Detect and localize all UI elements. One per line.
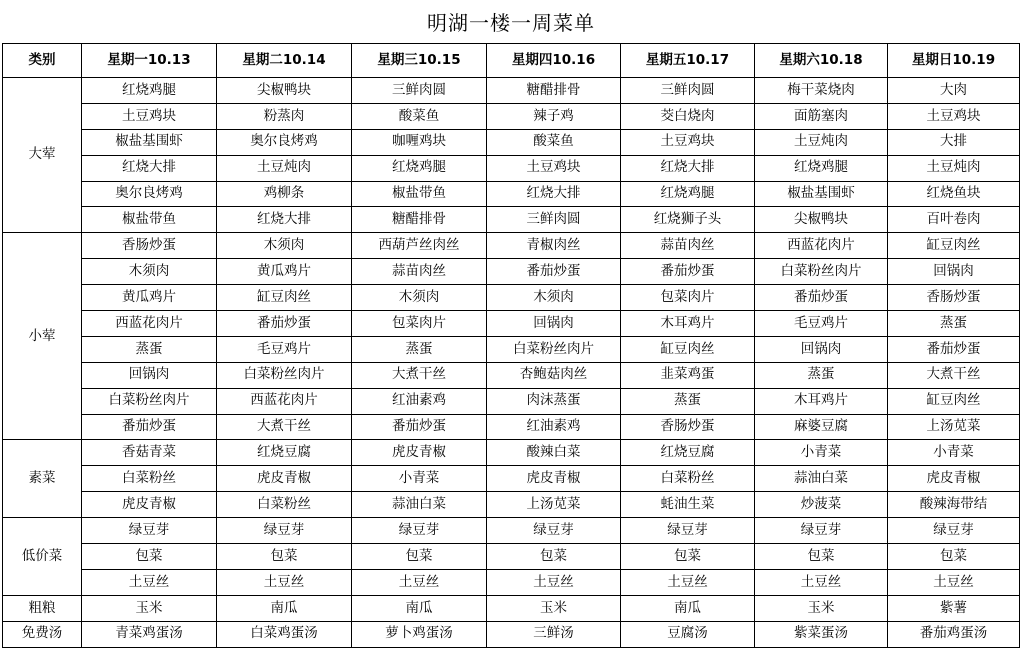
dish-cell: 红烧鸡腿 [352,155,487,181]
dish-cell: 西蓝花肉片 [82,311,217,337]
dish-cell: 红烧鸡腿 [82,78,217,104]
dish-cell: 玉米 [82,595,217,621]
dish-cell: 绿豆芽 [755,518,888,544]
dish-cell: 萝卜鸡蛋汤 [352,621,487,647]
table-row [3,336,1020,362]
dish-cell: 炒菠菜 [755,492,888,518]
dish-cell: 绿豆芽 [487,518,621,544]
dish-cell: 南瓜 [621,595,755,621]
dish-cell: 红烧大排 [217,207,352,233]
dish-cell: 西蓝花肉片 [755,233,888,259]
dish-cell: 红烧豆腐 [621,440,755,466]
dish-cell: 红烧狮子头 [621,207,755,233]
dish-cell: 青椒肉丝 [487,233,621,259]
header-thursday: 星期四10.16 [487,44,621,78]
dish-cell: 面筋塞肉 [755,103,888,129]
dish-cell: 大煮干丝 [352,362,487,388]
dish-cell: 回锅肉 [888,259,1020,285]
table-row [3,362,1020,388]
dish-cell: 土豆鸡块 [621,129,755,155]
table-row [3,311,1020,337]
dish-cell: 绿豆芽 [888,518,1020,544]
category-label: 大荤 [3,78,82,233]
dish-cell: 虎皮青椒 [352,440,487,466]
table-row [3,181,1020,207]
dish-cell: 小青菜 [888,440,1020,466]
dish-cell: 小青菜 [352,466,487,492]
dish-cell: 酸菜鱼 [352,103,487,129]
dish-cell: 糖醋排骨 [487,78,621,104]
dish-cell: 绿豆芽 [621,518,755,544]
dish-cell: 绿豆芽 [82,518,217,544]
header-friday: 星期五10.17 [621,44,755,78]
dish-cell: 土豆炖肉 [888,155,1020,181]
dish-cell: 椒盐基围虾 [82,129,217,155]
dish-cell: 红烧大排 [487,181,621,207]
dish-cell: 木须肉 [217,233,352,259]
dish-cell: 番茄炒蛋 [217,311,352,337]
dish-cell: 红烧豆腐 [217,440,352,466]
dish-cell: 白菜粉丝 [621,466,755,492]
dish-cell: 包菜肉片 [621,285,755,311]
dish-cell: 包菜肉片 [352,311,487,337]
dish-cell: 小青菜 [755,440,888,466]
dish-cell: 椒盐带鱼 [352,181,487,207]
dish-cell: 上汤苋菜 [487,492,621,518]
dish-cell: 白菜粉丝 [82,466,217,492]
dish-cell: 三鲜汤 [487,621,621,647]
dish-cell: 白菜粉丝肉片 [487,336,621,362]
table-row [3,78,1020,104]
dish-cell: 土豆丝 [621,569,755,595]
table-row [3,440,1020,466]
dish-cell: 包菜 [755,544,888,570]
dish-cell: 肉沫蒸蛋 [487,388,621,414]
dish-cell: 土豆鸡块 [82,103,217,129]
dish-cell: 南瓜 [352,595,487,621]
dish-cell: 绿豆芽 [352,518,487,544]
dish-cell: 包菜 [888,544,1020,570]
dish-cell: 椒盐带鱼 [82,207,217,233]
dish-cell: 红油素鸡 [487,414,621,440]
dish-cell: 木耳鸡片 [755,388,888,414]
dish-cell: 大煮干丝 [888,362,1020,388]
dish-cell: 番茄炒蛋 [82,414,217,440]
dish-cell: 缸豆肉丝 [888,233,1020,259]
dish-cell: 咖喱鸡块 [352,129,487,155]
dish-cell: 毛豆鸡片 [755,311,888,337]
dish-cell: 南瓜 [217,595,352,621]
dish-cell: 红烧鸡腿 [755,155,888,181]
dish-cell: 虎皮青椒 [888,466,1020,492]
dish-cell: 糖醋排骨 [352,207,487,233]
table-header-row [3,44,1020,78]
dish-cell: 蒸蛋 [755,362,888,388]
dish-cell: 奥尔良烤鸡 [82,181,217,207]
dish-cell: 黄瓜鸡片 [82,285,217,311]
dish-cell: 虎皮青椒 [82,492,217,518]
dish-cell: 杏鲍菇肉丝 [487,362,621,388]
dish-cell: 韭菜鸡蛋 [621,362,755,388]
dish-cell: 番茄炒蛋 [352,414,487,440]
category-label: 粗粮 [3,595,82,621]
header-category: 类别 [3,44,82,78]
dish-cell: 尖椒鸭块 [755,207,888,233]
dish-cell: 大排 [888,129,1020,155]
table-row [3,621,1020,647]
dish-cell: 番茄炒蛋 [621,259,755,285]
dish-cell: 土豆丝 [755,569,888,595]
dish-cell: 粉蒸肉 [217,103,352,129]
dish-cell: 香菇青菜 [82,440,217,466]
category-label: 小荤 [3,233,82,440]
dish-cell: 土豆丝 [888,569,1020,595]
dish-cell: 奥尔良烤鸡 [217,129,352,155]
dish-cell: 番茄炒蛋 [487,259,621,285]
dish-cell: 三鲜肉圆 [621,78,755,104]
dish-cell: 红烧鱼块 [888,181,1020,207]
dish-cell: 包菜 [487,544,621,570]
dish-cell: 蒜苗肉丝 [352,259,487,285]
table-row [3,414,1020,440]
dish-cell: 木耳鸡片 [621,311,755,337]
dish-cell: 豆腐汤 [621,621,755,647]
dish-cell: 番茄鸡蛋汤 [888,621,1020,647]
dish-cell: 紫菜蛋汤 [755,621,888,647]
table-row [3,259,1020,285]
dish-cell: 白菜鸡蛋汤 [217,621,352,647]
dish-cell: 包菜 [621,544,755,570]
dish-cell: 白菜粉丝肉片 [755,259,888,285]
dish-cell: 大肉 [888,78,1020,104]
dish-cell: 回锅肉 [487,311,621,337]
dish-cell: 百叶卷肉 [888,207,1020,233]
dish-cell: 回锅肉 [82,362,217,388]
dish-cell: 上汤苋菜 [888,414,1020,440]
dish-cell: 红油素鸡 [352,388,487,414]
table-row [3,103,1020,129]
dish-cell: 白菜粉丝肉片 [82,388,217,414]
table-row [3,233,1020,259]
table-row [3,285,1020,311]
dish-cell: 梅干菜烧肉 [755,78,888,104]
category-label: 免费汤 [3,621,82,647]
dish-cell: 玉米 [487,595,621,621]
category-label: 素菜 [3,440,82,518]
table-row [3,388,1020,414]
dish-cell: 蒸蛋 [82,336,217,362]
dish-cell: 土豆炖肉 [755,129,888,155]
dish-cell: 番茄炒蛋 [755,285,888,311]
dish-cell: 缸豆肉丝 [621,336,755,362]
header-saturday: 星期六10.18 [755,44,888,78]
dish-cell: 香肠炒蛋 [621,414,755,440]
dish-cell: 尖椒鸭块 [217,78,352,104]
dish-cell: 毛豆鸡片 [217,336,352,362]
header-monday: 星期一10.13 [82,44,217,78]
dish-cell: 酸菜鱼 [487,129,621,155]
dish-cell: 包菜 [217,544,352,570]
table-row [3,595,1020,621]
dish-cell: 大煮干丝 [217,414,352,440]
dish-cell: 回锅肉 [755,336,888,362]
dish-cell: 辣子鸡 [487,103,621,129]
table-row [3,155,1020,181]
header-sunday: 星期日10.19 [888,44,1020,78]
table-row [3,207,1020,233]
dish-cell: 椒盐基围虾 [755,181,888,207]
dish-cell: 绿豆芽 [217,518,352,544]
category-label: 低价菜 [3,518,82,596]
weekly-menu-table [2,43,1020,648]
dish-cell: 蒸蛋 [352,336,487,362]
dish-cell: 酸辣白菜 [487,440,621,466]
dish-cell: 香肠炒蛋 [888,285,1020,311]
dish-cell: 三鲜肉圆 [487,207,621,233]
dish-cell: 土豆丝 [217,569,352,595]
dish-cell: 蒜油白菜 [352,492,487,518]
table-row [3,518,1020,544]
dish-cell: 三鲜肉圆 [352,78,487,104]
dish-cell: 紫薯 [888,595,1020,621]
dish-cell: 虎皮青椒 [217,466,352,492]
dish-cell: 虎皮青椒 [487,466,621,492]
dish-cell: 黄瓜鸡片 [217,259,352,285]
dish-cell: 包菜 [352,544,487,570]
dish-cell: 蒜油白菜 [755,466,888,492]
dish-cell: 鸡柳条 [217,181,352,207]
dish-cell: 土豆鸡块 [888,103,1020,129]
dish-cell: 缸豆肉丝 [888,388,1020,414]
dish-cell: 香肠炒蛋 [82,233,217,259]
dish-cell: 玉米 [755,595,888,621]
dish-cell: 土豆鸡块 [487,155,621,181]
dish-cell: 蒜苗肉丝 [621,233,755,259]
table-row [3,466,1020,492]
dish-cell: 番茄炒蛋 [888,336,1020,362]
dish-cell: 木须肉 [487,285,621,311]
dish-cell: 蒸蛋 [621,388,755,414]
page-title: 明湖一楼一周菜单 [427,10,595,35]
dish-cell: 蚝油生菜 [621,492,755,518]
dish-cell: 包菜 [82,544,217,570]
table-body [3,78,1020,648]
dish-cell: 红烧鸡腿 [621,181,755,207]
dish-cell: 缸豆肉丝 [217,285,352,311]
header-wednesday: 星期三10.15 [352,44,487,78]
dish-cell: 土豆丝 [82,569,217,595]
dish-cell: 青菜鸡蛋汤 [82,621,217,647]
dish-cell: 西葫芦丝肉丝 [352,233,487,259]
dish-cell: 西蓝花肉片 [217,388,352,414]
dish-cell: 白菜粉丝 [217,492,352,518]
dish-cell: 麻婆豆腐 [755,414,888,440]
dish-cell: 土豆炖肉 [217,155,352,181]
table-row [3,129,1020,155]
table-row [3,492,1020,518]
table-row [3,569,1020,595]
dish-cell: 白菜粉丝肉片 [217,362,352,388]
dish-cell: 土豆丝 [487,569,621,595]
header-tuesday: 星期二10.14 [217,44,352,78]
table-row [3,544,1020,570]
dish-cell: 酸辣海带结 [888,492,1020,518]
dish-cell: 木须肉 [352,285,487,311]
dish-cell: 蒸蛋 [888,311,1020,337]
dish-cell: 红烧大排 [621,155,755,181]
dish-cell: 茭白烧肉 [621,103,755,129]
dish-cell: 土豆丝 [352,569,487,595]
dish-cell: 红烧大排 [82,155,217,181]
dish-cell: 木须肉 [82,259,217,285]
